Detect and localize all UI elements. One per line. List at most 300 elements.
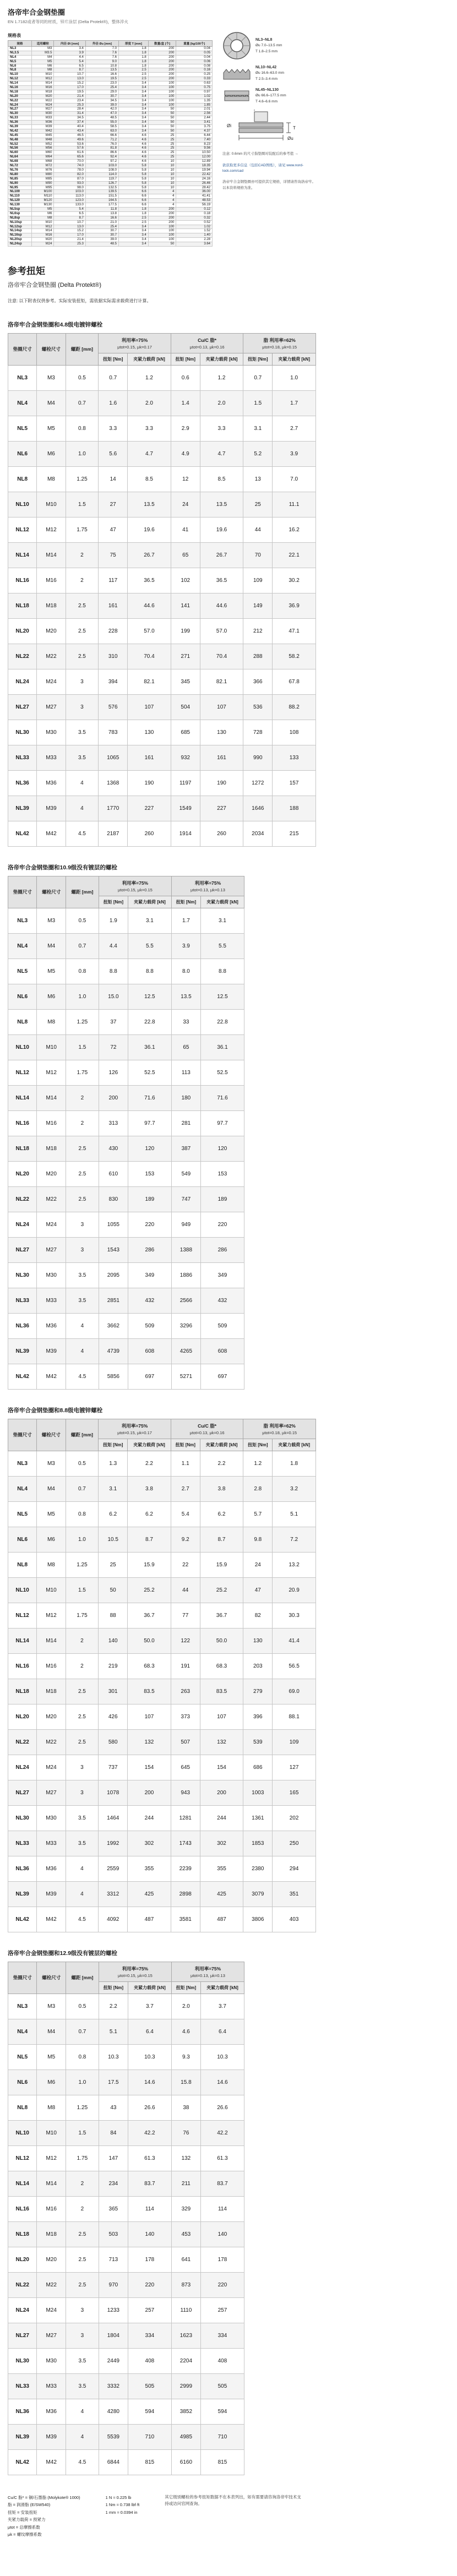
spec-cell: 6.44 — [176, 133, 213, 138]
torque-row — [8, 1136, 244, 1161]
torque-cell: M12 — [37, 2145, 66, 2171]
torque-cell: 3.2 — [273, 1476, 316, 1501]
torque-cell: 189 — [200, 1186, 244, 1212]
torque-cell: 1.2 — [200, 365, 243, 390]
spec-cell: 19.5 — [54, 90, 85, 94]
spec-cell: NL14 — [8, 81, 32, 86]
spec-cell: 10 — [148, 164, 176, 168]
torque-cell: NL24 — [8, 1755, 37, 1780]
spec-cell: 10 — [148, 168, 176, 172]
figure-dim-line: Øu 7.0–13.5 mm — [255, 43, 282, 48]
spec-cell: 200 — [148, 51, 176, 55]
spec-cell: NL76 — [8, 168, 32, 172]
torque-cell: M39 — [37, 1338, 66, 1364]
spec-cell: 1.02 — [176, 94, 213, 99]
torque-cell: 873 — [171, 2272, 200, 2297]
torque-cell: 2239 — [171, 1856, 200, 1881]
torque-row — [8, 1729, 316, 1755]
torque-cell: 329 — [171, 2196, 200, 2221]
torque-cell: 2.5 — [66, 1679, 99, 1704]
torque-cell: 83.7 — [128, 2171, 171, 2196]
torque-cell: NL12 — [8, 1603, 37, 1628]
spec-cell: NL6sp — [8, 211, 32, 216]
torque-cell: 815 — [200, 2449, 244, 2475]
torque-row — [8, 492, 316, 517]
torque-cell: 1.25 — [66, 1009, 99, 1034]
spec-cell: 21.4 — [54, 94, 85, 99]
torque-cell: 71.6 — [128, 1085, 171, 1110]
torque-cell: 2 — [66, 568, 99, 593]
torque-cell: 713 — [99, 2247, 128, 2272]
spec-cell: 1.02 — [176, 225, 213, 229]
spec-cell: 3.4 — [119, 90, 149, 94]
torque-cell: 132 — [200, 1729, 243, 1755]
torque-cell: 2 — [66, 1628, 99, 1653]
torque-cell: 190 — [128, 770, 171, 796]
torque-cell: NL39 — [8, 1338, 37, 1364]
torque-cell: 1110 — [171, 2297, 200, 2323]
torque-cell: 3.3 — [200, 416, 243, 441]
torque-row — [8, 2120, 244, 2145]
torque-cell: 33 — [171, 1009, 200, 1034]
torque-cell: 505 — [128, 2373, 171, 2399]
torque-cell: 2559 — [99, 1856, 128, 1881]
torque-cell: 113 — [171, 1060, 200, 1085]
torque-cell: NL27 — [8, 694, 37, 720]
torque-cell: 19.6 — [200, 517, 243, 542]
torque-cell: 97.7 — [200, 1110, 244, 1136]
torque-cell: 3.5 — [66, 2373, 99, 2399]
spec-cell: 2.44 — [176, 116, 213, 121]
spec-cell: 4.6 — [119, 133, 149, 138]
torque-cell: M20 — [37, 618, 66, 644]
spec-cell: M24 — [31, 242, 53, 247]
spec-cell: M14 — [31, 229, 53, 233]
torque-cell: NL20 — [8, 1161, 37, 1186]
torque-cell: 88 — [99, 1603, 128, 1628]
torque-cell: M5 — [37, 2044, 66, 2069]
spec-row — [8, 47, 213, 51]
figure-dim-line: Øu 66.6–177.5 mm — [255, 94, 286, 98]
torque-cell: 815 — [128, 2449, 171, 2475]
spec-cell: 123.0 — [54, 199, 85, 203]
torque-unit-header: 扭矩 [Nm] — [171, 353, 200, 365]
torque-cell: 1.75 — [66, 1060, 99, 1085]
torque-cell: 4 — [66, 796, 99, 821]
spec-cell: 200 — [148, 64, 176, 68]
torque-cell: 75 — [99, 542, 128, 568]
torque-cell: 8.7 — [128, 1527, 171, 1552]
spec-cell: 10.8 — [85, 64, 118, 68]
torque-cell: 25 — [99, 1552, 128, 1577]
torque-cell: 387 — [171, 1136, 200, 1161]
torque-cell: 426 — [99, 1704, 128, 1729]
washer-figure-caption — [255, 87, 286, 105]
spec-cell: 82.0 — [54, 172, 85, 177]
torque-col-header: 螺栓尺寸 — [37, 333, 66, 365]
torque-cell: 1281 — [171, 1805, 200, 1831]
footer-legend — [8, 2494, 80, 2539]
spec-cell: 133.0 — [54, 203, 85, 208]
torque-row — [8, 669, 316, 694]
torque-cell: 2034 — [243, 821, 273, 846]
torque-cell: 130 — [200, 720, 243, 745]
torque-cell: 1055 — [99, 1212, 128, 1237]
torque-row — [8, 2272, 244, 2297]
spec-cell: 3.4 — [119, 233, 149, 238]
spec-cell: M24 — [31, 103, 53, 107]
torque-cell: 0.7 — [66, 933, 99, 958]
spec-cell: 71.2 — [85, 138, 118, 142]
spec-cell: 0.33 — [176, 77, 213, 81]
torque-cell: 4 — [66, 1881, 99, 1907]
spec-cell: NL110 — [8, 194, 32, 199]
spec-cell: 200 — [148, 68, 176, 73]
figure-dim-line: T 2.5–3.4 mm — [255, 77, 278, 81]
torque-cell: NL30 — [8, 2348, 37, 2373]
torque-cell: 147 — [99, 2145, 128, 2171]
spec-cell: 103.0 — [85, 164, 118, 168]
spec-cell: 50 — [148, 125, 176, 129]
torque-cell: 3.1 — [128, 908, 171, 933]
spec-cell: M5 — [31, 59, 53, 64]
torque-cell: 219 — [99, 1653, 128, 1679]
torque-cell: 25.2 — [128, 1577, 171, 1603]
torque-unit-header: 夹紧力载荷 [kN] — [200, 1981, 244, 1994]
torque-cell: M24 — [37, 2297, 66, 2323]
torque-table-title: 洛帝牢合金钢垫圈和4.8级电镀锌螺栓 — [8, 321, 103, 328]
torque-cell: 13.5 — [200, 492, 243, 517]
torque-cell: 334 — [200, 2323, 244, 2348]
spec-cell: 3.4 — [119, 103, 149, 107]
spec-cell: 34.5 — [85, 99, 118, 103]
spec-cell: 50 — [148, 242, 176, 247]
torque-cell: 4 — [66, 1338, 99, 1364]
torque-cell: M27 — [37, 694, 66, 720]
cad-link-note[interactable]: 欲获取更多信息（包括CAD图纸），请见 www.nord-lock.com/cad — [222, 163, 303, 173]
torque-cell: 220 — [200, 1212, 244, 1237]
torque-cell: 0.8 — [66, 1501, 99, 1527]
spec-cell: NL72 — [8, 164, 32, 168]
spec-cell: 17.0 — [54, 86, 85, 90]
torque-cell: 19.6 — [128, 517, 171, 542]
torque-cell: 58.2 — [273, 644, 316, 669]
torque-col-header: 垫圈尺寸 — [8, 1962, 37, 1994]
spec-cell: NL24 — [8, 103, 32, 107]
spec-cell: NL52 — [8, 142, 32, 146]
torque-cell: 22.8 — [128, 1009, 171, 1034]
spec-cell: NL5sp — [8, 207, 32, 211]
spec-cell: 3.4 — [119, 116, 149, 121]
torque-cell: 1233 — [99, 2297, 128, 2323]
torque-cell: NL8 — [8, 1009, 37, 1034]
torque-cell: 0.5 — [66, 908, 99, 933]
spec-cell: 3.4 — [119, 107, 149, 112]
torque-cell: 41.4 — [273, 1628, 316, 1653]
torque-cell: M16 — [37, 1653, 66, 1679]
torque-cell: 44.6 — [128, 593, 171, 618]
spec-cell: M4 — [31, 55, 53, 59]
torque-cell: 2999 — [171, 2373, 200, 2399]
torque-cell: 42.2 — [128, 2120, 171, 2145]
torque-cell: 1.5 — [66, 492, 99, 517]
figure-range-label: NL45–NL130 — [255, 88, 279, 92]
torque-cell: 509 — [128, 1313, 171, 1338]
torque-group-header — [171, 1962, 244, 1981]
spec-cell: 100 — [148, 99, 176, 103]
torque-cell: M14 — [37, 542, 66, 568]
torque-group-header — [171, 333, 243, 353]
torque-cell: NL6 — [8, 984, 37, 1009]
torque-cell: 107 — [128, 694, 171, 720]
spec-cell: 126.7 — [85, 181, 118, 186]
spec-cell: 19.5 — [85, 77, 118, 81]
torque-cell: 2 — [66, 1653, 99, 1679]
spec-row — [8, 242, 213, 247]
spec-row — [8, 51, 213, 55]
torque-row — [8, 2348, 244, 2373]
torque-cell: 70.4 — [200, 644, 243, 669]
spec-cell: M39 — [31, 125, 53, 129]
torque-cell: NL12 — [8, 1060, 37, 1085]
torque-cell: 503 — [99, 2221, 128, 2247]
torque-group-label: 脂 利用率=62% — [263, 1423, 296, 1429]
torque-cell: 127 — [273, 1755, 316, 1780]
spec-cell: 4.6 — [119, 151, 149, 155]
spec-cell: 5.8 — [119, 181, 149, 186]
torque-cell: 188 — [273, 796, 316, 821]
torque-group-header — [243, 333, 316, 353]
torque-cell: 943 — [171, 1780, 200, 1805]
spec-row — [8, 107, 213, 112]
torque-unit-header: 扭矩 [Nm] — [99, 896, 128, 908]
torque-cell: 108 — [273, 720, 316, 745]
spec-cell: M10 — [31, 73, 53, 77]
torque-cell: 3.5 — [66, 720, 99, 745]
torque-row — [8, 1653, 316, 1679]
torque-cell: 6.2 — [128, 1501, 171, 1527]
torque-cell: M24 — [37, 1755, 66, 1780]
torque-row — [8, 1679, 316, 1704]
spec-cell: 2.5 — [119, 77, 149, 81]
torque-cell: 1003 — [243, 1780, 273, 1805]
torque-row — [8, 720, 316, 745]
spec-cell: 42.0 — [85, 107, 118, 112]
spec-cell: 2.5 — [119, 73, 149, 77]
torque-cell: 44.6 — [200, 593, 243, 618]
spec-row — [8, 125, 213, 129]
torque-col-header: 螺栓尺寸 — [37, 1419, 66, 1451]
torque-cell: M3 — [37, 365, 66, 390]
torque-cell: 140 — [99, 1628, 128, 1653]
torque-cell: 1.25 — [66, 1552, 99, 1577]
torque-table — [8, 876, 244, 1390]
spec-cell: 164.5 — [85, 199, 118, 203]
torque-cell: NL18 — [8, 1679, 37, 1704]
torque-cell: 2449 — [99, 2348, 128, 2373]
torque-cell: M12 — [37, 1603, 66, 1628]
torque-cell: 5.4 — [171, 1501, 200, 1527]
washer-figure-row — [222, 86, 449, 105]
torque-cell: 4 — [66, 2399, 99, 2424]
torque-cell: 3332 — [99, 2373, 128, 2399]
torque-col-header: 螺距 [mm] — [66, 333, 99, 365]
torque-cell: 13.5 — [171, 984, 200, 1009]
torque-cell: 1549 — [171, 796, 200, 821]
torque-cell: NL8 — [8, 466, 37, 492]
figure-dim-line: Øu 16.6–63.0 mm — [255, 71, 285, 75]
spec-cell: 5.8 — [119, 186, 149, 190]
spec-cell: M36 — [31, 121, 53, 125]
spec-cell: NL60 — [8, 151, 32, 155]
torque-cell: 12.5 — [200, 984, 244, 1009]
torque-cell: 2.9 — [171, 416, 200, 441]
spec-cell: M130 — [31, 203, 53, 208]
torque-cell: 0.5 — [66, 1994, 99, 2019]
torque-cell: 8.8 — [200, 958, 244, 984]
torque-table-block — [8, 1406, 449, 1932]
torque-cell: 408 — [128, 2348, 171, 2373]
torque-row — [8, 1034, 244, 1060]
spec-cell: 1.40 — [176, 233, 213, 238]
torque-cell: 212 — [243, 618, 273, 644]
torque-row — [8, 1603, 316, 1628]
torque-cell: 3662 — [99, 1313, 128, 1338]
spec-row — [8, 186, 213, 190]
torque-row — [8, 644, 316, 669]
spec-cell: NL6 — [8, 64, 32, 68]
spec-cell: 8.7 — [54, 216, 85, 220]
spec-cell: 31.4 — [54, 112, 85, 116]
torque-cell: M12 — [37, 1060, 66, 1085]
spec-cell: 3.4 — [119, 94, 149, 99]
torque-cell: NL6 — [8, 441, 37, 466]
torque-cell: 1368 — [99, 770, 128, 796]
spec-cell: M3 — [31, 47, 53, 51]
torque-cell: 1.75 — [66, 1603, 99, 1628]
torque-cell: 4.5 — [66, 1907, 99, 1932]
torque-cell: 61.3 — [200, 2145, 244, 2171]
torque-cell: 107 — [128, 1704, 171, 1729]
torque-group-label: 利用率=75% — [122, 1965, 149, 1972]
spec-cell: 108.0 — [85, 168, 118, 172]
torque-cell: M33 — [37, 745, 66, 770]
spec-cell: 10 — [148, 160, 176, 164]
torque-cell: 334 — [128, 2323, 171, 2348]
spec-cell: 48.53 — [176, 199, 213, 203]
torque-cell: 52.5 — [128, 1060, 171, 1085]
torque-cell: NL30 — [8, 1262, 37, 1288]
spec-table-label: 规格表 — [8, 33, 21, 38]
torque-cell: M20 — [37, 2247, 66, 2272]
washer-figure-row — [222, 64, 449, 82]
torque-cell: 1.0 — [66, 984, 99, 1009]
torque-cell: NL4 — [8, 2019, 37, 2044]
spec-cell: 47.0 — [85, 112, 118, 116]
torque-cell: 1.0 — [66, 1527, 99, 1552]
torque-cell: 394 — [99, 669, 128, 694]
dimension-diagram — [222, 110, 311, 145]
torque-col-header: 垫圈尺寸 — [8, 333, 37, 365]
torque-cell: 3 — [66, 694, 99, 720]
torque-cell: 24 — [243, 1552, 273, 1577]
spec-cell: 8.23 — [176, 142, 213, 146]
spec-cell: NL3.5 — [8, 51, 32, 55]
torque-cell: 109 — [243, 568, 273, 593]
spec-cell: 1.52 — [176, 229, 213, 233]
torque-row — [8, 2247, 244, 2272]
torque-cell: M4 — [37, 933, 66, 958]
spec-cell: 25.4 — [85, 86, 118, 90]
torque-cell: 737 — [99, 1755, 128, 1780]
spec-cell: 48.5 — [85, 242, 118, 247]
spec-row — [8, 99, 213, 103]
torque-cell: 44 — [243, 517, 273, 542]
spec-cell: 56.19 — [176, 203, 213, 208]
spec-cell: 3.75 — [176, 125, 213, 129]
spec-cell: M52 — [31, 142, 53, 146]
torque-cell: 2.2 — [99, 1994, 128, 2019]
spec-cell: 25 — [148, 138, 176, 142]
spec-cell: 3.4 — [119, 81, 149, 86]
torque-row — [8, 1085, 244, 1110]
spec-cell: 1.8 — [119, 51, 149, 55]
torque-cell: 4.7 — [200, 441, 243, 466]
torque-cell: M18 — [37, 1136, 66, 1161]
torque-row — [8, 2069, 244, 2095]
torque-cell: M33 — [37, 1288, 66, 1313]
page-title: 洛帝牢合金钢垫圈 — [8, 8, 66, 17]
torque-cell: 88.2 — [273, 694, 316, 720]
torque-cell: M8 — [37, 466, 66, 492]
torque-cell: 2.5 — [66, 1186, 99, 1212]
torque-row — [8, 745, 316, 770]
spec-row — [8, 81, 213, 86]
spec-cell: M8 — [31, 216, 53, 220]
torque-cell: M33 — [37, 2373, 66, 2399]
torque-cell: 0.7 — [66, 390, 99, 416]
spec-cell: 10 — [148, 172, 176, 177]
spec-cell: 200 — [148, 47, 176, 51]
torque-cell: NL16 — [8, 1110, 37, 1136]
spec-row — [8, 229, 213, 233]
spec-cell: 46.5 — [54, 133, 85, 138]
torque-cell: NL10 — [8, 1034, 37, 1060]
torque-cell: 641 — [171, 2247, 200, 2272]
torque-row — [8, 1110, 244, 1136]
torque-cell: 1.25 — [66, 2095, 99, 2120]
spec-cell: M68 — [31, 160, 53, 164]
torque-cell: 2 — [66, 2196, 99, 2221]
torque-cell: 1.8 — [273, 1451, 316, 1476]
torque-cell: 1.75 — [66, 517, 99, 542]
spec-cell: 113.0 — [54, 194, 85, 199]
torque-group-header — [171, 876, 244, 896]
torque-cell: 36.7 — [200, 1603, 243, 1628]
torque-cell: 43 — [99, 2095, 128, 2120]
torque-table-head — [8, 1419, 316, 1451]
spec-cell: NL10 — [8, 73, 32, 77]
torque-cell: 15.8 — [171, 2069, 200, 2095]
torque-cell: 26.6 — [128, 2095, 171, 2120]
spec-cell: 0.75 — [176, 86, 213, 90]
torque-cell: 2 — [66, 2171, 99, 2196]
torque-row — [8, 2297, 244, 2323]
torque-cell: 67.8 — [273, 669, 316, 694]
torque-cell: 161 — [128, 745, 171, 770]
torque-cell: NL27 — [8, 1780, 37, 1805]
torque-cell: NL24 — [8, 1212, 37, 1237]
